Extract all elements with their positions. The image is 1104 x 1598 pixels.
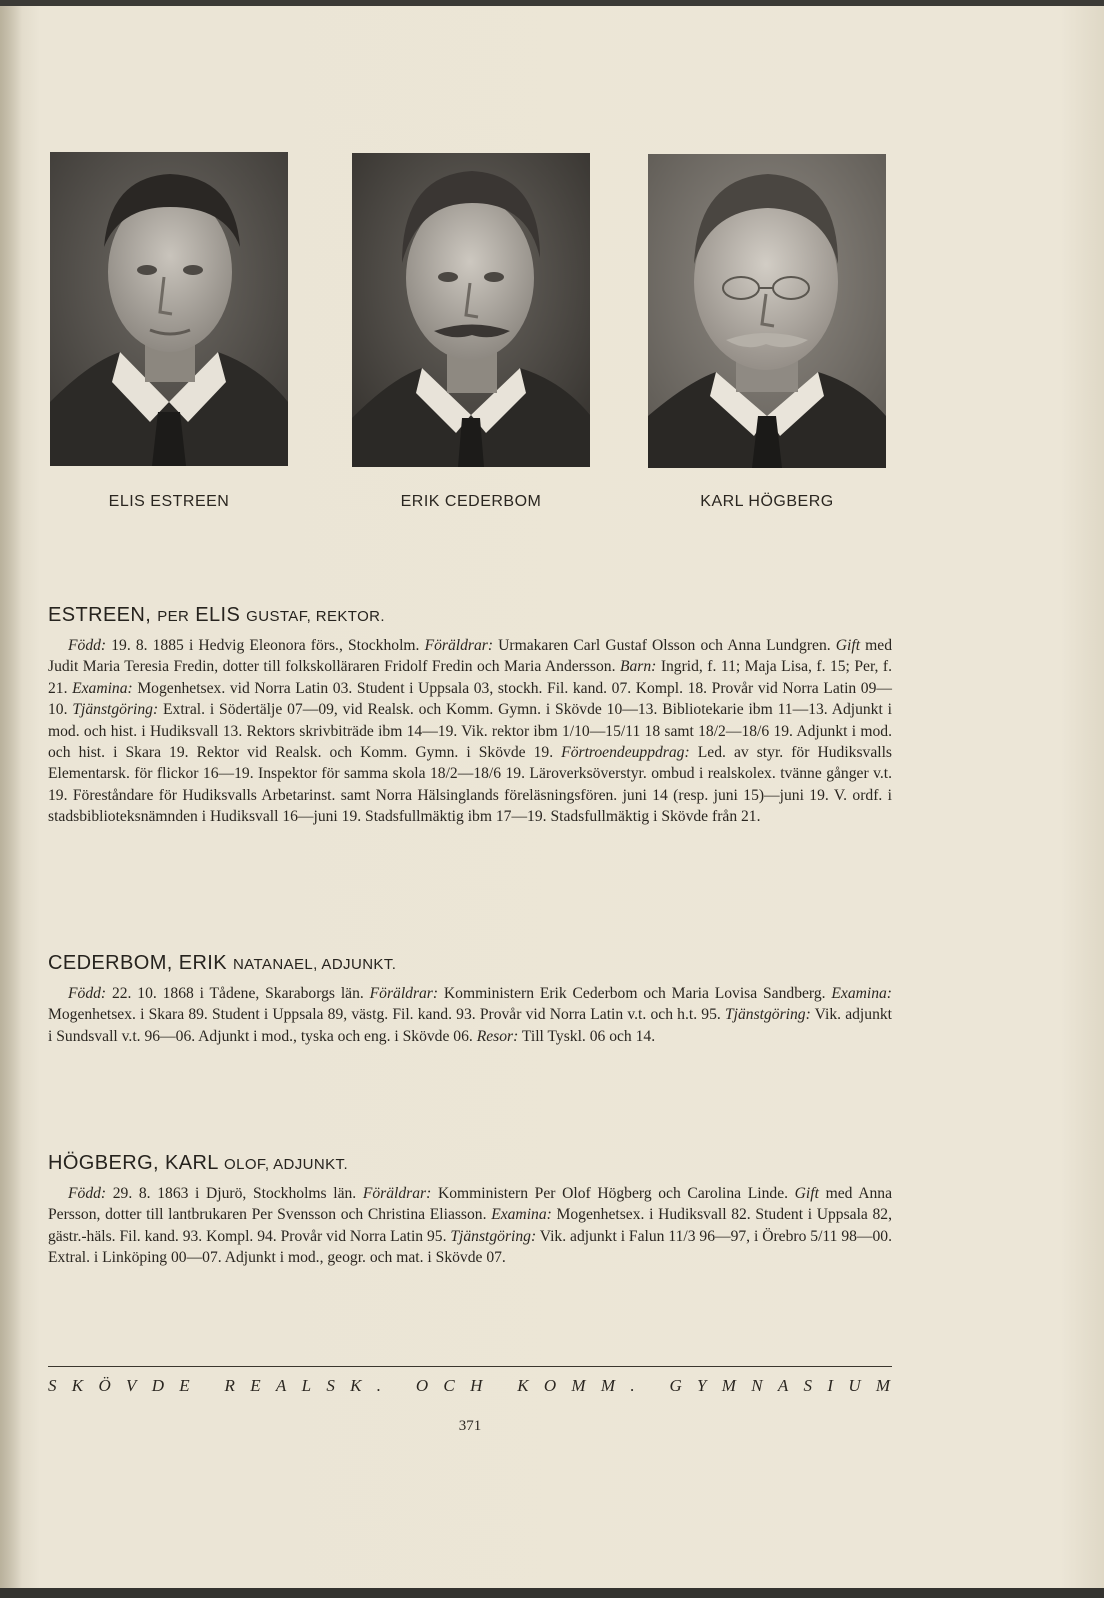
- entry-heading: [48, 604, 892, 627]
- portrait-photo-3: [648, 154, 886, 468]
- entry-heading: [48, 952, 892, 975]
- scan-top-edge: [0, 0, 1104, 6]
- portrait-photo-2: [352, 153, 590, 467]
- binding-shadow: [0, 0, 22, 1598]
- entry-surname: HÖGBERG,: [48, 1152, 159, 1174]
- entry-title: OLOF, ADJUNKT.: [224, 1156, 349, 1173]
- biography-entry-cederbom: [48, 952, 892, 1047]
- entry-title: GUSTAF, REKTOR.: [246, 608, 385, 625]
- portrait-caption-3: KARL HÖGBERG: [700, 493, 834, 510]
- entry-surname: CEDERBOM,: [48, 952, 173, 974]
- entry-body: Född: 22. 10. 1868 i Tådene, Skaraborgs län. Föräldrar: Komministern Erik Cederbom och Maria Lovisa Sandberg. Examina: Mogenhetsex. i Skara 89. Student i Uppsala 89, västg. Fil. kand. 93. Provår vid Norra Latin v.t. och h.t. 95. Tjänstgöring: Vik. adjunkt i Sundsvall v.t. 96—06. Adjunkt i mod., tyska och eng. i Skövde 06. Resor: Till Tyskl. 06 och 14.: [48, 985, 892, 1045]
- portrait-caption-2: ERIK CEDERBOM: [400, 493, 542, 510]
- entry-body: Född: 29. 8. 1863 i Djurö, Stockholms län. Föräldrar: Komministern Per Olof Högberg och Carolina Linde. Gift med Anna Persson, dotter till lantbrukaren Per Svensson och Christina Eliasson. Examina: Mogenhetsex. i Hudiksvall 82. Student i Uppsala 82, gästr.-häls. Fil. kand. 93. Kompl. 94. Provår vid Norra Latin 95. Tjänstgöring: Vik. adjunkt i Falun 11/3 96—97, i Örebro 5/11 98—00. Extral. i Linköping 00—07. Adjunkt i mod., geogr. och mat. i Skövde 07.: [48, 1185, 893, 1267]
- entry-given-name: ERIK: [178, 952, 227, 974]
- running-footer: SKÖVDE REALSK. OCH KOMM. GYMNASIUM: [48, 1376, 906, 1395]
- portrait-photo-icon: [50, 152, 288, 466]
- page-number: 371: [458, 1418, 482, 1434]
- entry-title: NATANAEL, ADJUNKT.: [232, 956, 397, 973]
- entry-given-name-sc: PER: [157, 608, 190, 625]
- portrait-photo-icon: [352, 153, 590, 467]
- entry-body: Född: 19. 8. 1885 i Hedvig Eleonora förs., Stockholm. Föräldrar: Urmakaren Carl Gustaf Olsson och Anna Lundgren. Gift med Judit Maria Teresia Fredin, dotter till folkskolläraren Fridolf Fredin och Maria Andersson. Barn: Ingrid, f. 11; Maja Lisa, f. 15; Per, f. 21. Examina: Mogenhetsex. vid Norra Latin 03. Student i Uppsala 03, stockh. Fil. kand. 07. Kompl. 18. Provår vid Norra Latin 09—10. Tjänstgöring: Extral. i Södertälje 07—09, vid Realsk. och Komm. Gymn. i Skövde 10—13. Bibliotekarie ibm 11—13. Adjunkt i mod. och hist. i Hudiksvall 13. Rektors skrivbiträde ibm 14—19. Vik. rektor ibm 1/10—15/11 18 samt 18/2—18/6 19. Adjunkt i mod. och hist. i Skara 19. Rektor vid Realsk. och Komm. Gymn. i Skövde 19. Förtroendeuppdrag: Led. av styr. för Hudiksvalls Elementarsk. för flickor 16—19. Inspektor för samma skola 18/2—18/6 19. Läroverksöverstyr. ombud i realskolex. tvänne gånger v.t. 19. Föreståndare för Hudiksvalls Arbetarinst. samt Norra Hälsinglands föreläsningsfören. juni 14 (resp. juni 15)—juni 19. V. ordf. i stadsbiblioteksnämnden i Hudiksvall 16—juni 19. Stadsfullmäktig ibm 17—19. Stadsfullmäktig i Skövde från 21.: [48, 637, 892, 826]
- entry-given-name: ELIS: [195, 604, 241, 626]
- scan-bottom-edge: [0, 1588, 1104, 1598]
- portrait-caption-1: ELIS ESTREEN: [108, 493, 230, 510]
- biography-entry-estreen: [48, 604, 892, 828]
- entry-surname: ESTREEN,: [48, 604, 152, 626]
- entry-given-name: KARL: [164, 1152, 219, 1174]
- portrait-photo-icon: [648, 154, 886, 468]
- footer-rule: [48, 1366, 892, 1367]
- biography-entry-hogberg: [48, 1152, 892, 1269]
- entry-heading: [48, 1152, 892, 1175]
- portrait-photo-1: [50, 152, 288, 466]
